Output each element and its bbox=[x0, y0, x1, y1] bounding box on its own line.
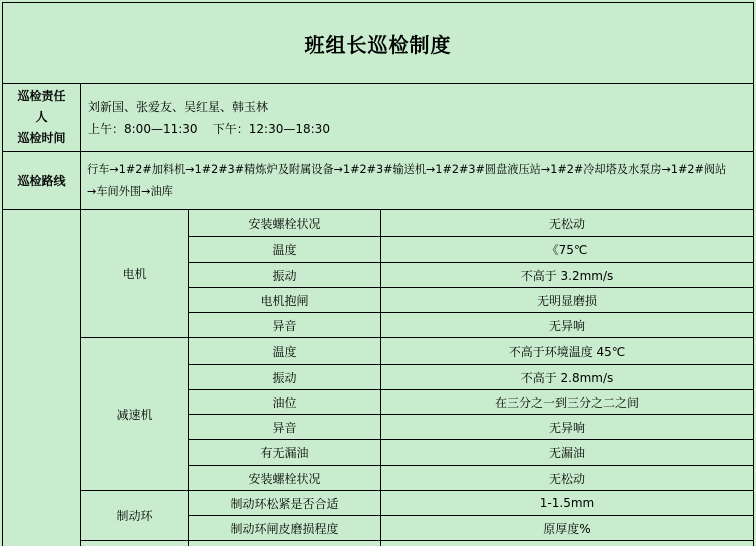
item-cell bbox=[189, 365, 381, 390]
group-label: 电机 bbox=[122, 267, 147, 281]
standard-value: 无异响 bbox=[548, 420, 585, 435]
standard-value: 在三分之一到三分之二之间 bbox=[494, 395, 639, 410]
route-info-cell bbox=[81, 152, 754, 210]
standard-cell bbox=[381, 516, 754, 541]
item-cell bbox=[189, 440, 381, 466]
item-label: 有无漏油 bbox=[260, 446, 309, 460]
item-label: 异音 bbox=[272, 420, 297, 435]
standard-value: 无漏油 bbox=[548, 446, 585, 460]
title-row bbox=[2, 2, 754, 84]
item-label: 温度 bbox=[272, 243, 297, 257]
standard-value: 《75℃ bbox=[546, 243, 588, 257]
group-reducer bbox=[81, 338, 189, 491]
route-label-cell bbox=[2, 152, 81, 210]
items-left-empty-cell bbox=[2, 210, 81, 546]
standard-cell bbox=[381, 313, 754, 338]
standard-cell bbox=[381, 288, 754, 313]
item-cell bbox=[189, 210, 381, 237]
standard-value: 不高于 3.2mm/s bbox=[520, 268, 614, 283]
item-cell bbox=[189, 516, 381, 541]
next-row-stub bbox=[81, 541, 189, 546]
item-label: 油位 bbox=[272, 395, 297, 410]
item-cell bbox=[189, 491, 381, 516]
standard-cell bbox=[381, 237, 754, 263]
item-label: 制动环松紧是否合适 bbox=[230, 496, 339, 511]
next-row-stub bbox=[381, 541, 754, 546]
responsible-people: 刘新国、张爱友、吴红星、韩玉林 bbox=[88, 99, 269, 114]
item-cell bbox=[189, 263, 381, 288]
standard-cell bbox=[381, 365, 754, 390]
item-cell bbox=[189, 415, 381, 440]
route-line1: 行车→1#2#加料机→1#2#3#精炼炉及附属设备→1#2#3#输送机→1#2#3#圆盘液压站→1#2#冷却塔及水泵房→1#2#阀站 bbox=[87, 162, 727, 176]
item-label: 温度 bbox=[272, 344, 297, 359]
standard-value: 无明显磨损 bbox=[536, 293, 597, 308]
item-cell bbox=[189, 237, 381, 263]
next-row-stub bbox=[189, 541, 381, 546]
responsibility-info-cell bbox=[81, 84, 754, 152]
item-label: 安装螺栓状况 bbox=[248, 471, 321, 486]
route-line2: →车间外围→油库 bbox=[87, 184, 173, 198]
page-title: 班组长巡检制度 bbox=[304, 32, 452, 57]
standard-value: 无异响 bbox=[548, 318, 585, 333]
responsibility-label-cell bbox=[2, 84, 81, 152]
inspection-time: 上午：8:00—11:30 下午：12:30—18:30 bbox=[88, 121, 330, 136]
standard-value: 无松动 bbox=[548, 216, 585, 231]
standard-cell bbox=[381, 491, 754, 516]
item-label: 振动 bbox=[272, 268, 297, 283]
standard-cell bbox=[381, 338, 754, 365]
item-cell bbox=[189, 466, 381, 491]
item-label: 电机抱闸 bbox=[260, 293, 309, 308]
group-motor bbox=[81, 210, 189, 338]
standard-value: 无松动 bbox=[548, 471, 585, 486]
standard-cell bbox=[381, 263, 754, 288]
standard-cell bbox=[381, 415, 754, 440]
group-label: 减速机 bbox=[116, 407, 153, 422]
item-cell bbox=[189, 338, 381, 365]
standard-cell bbox=[381, 440, 754, 466]
group-brake-ring bbox=[81, 491, 189, 541]
standard-cell bbox=[381, 390, 754, 415]
standard-value: 不高于 2.8mm/s bbox=[520, 370, 614, 385]
item-cell bbox=[189, 390, 381, 415]
item-label: 制动环闸皮磨损程度 bbox=[230, 521, 339, 536]
responsibility-label-line2: 人 bbox=[35, 110, 48, 124]
item-label: 异音 bbox=[272, 318, 297, 333]
time-label: 巡检时间 bbox=[17, 131, 66, 145]
item-label: 振动 bbox=[272, 370, 297, 385]
item-cell bbox=[189, 313, 381, 338]
group-label: 制动环 bbox=[116, 509, 153, 523]
standard-cell bbox=[381, 210, 754, 237]
item-cell bbox=[189, 288, 381, 313]
standard-value: 原厚度% bbox=[543, 521, 591, 536]
standard-value: 1-1.5mm bbox=[539, 496, 595, 510]
responsibility-label-line1: 巡检责任 bbox=[17, 89, 66, 103]
standard-cell bbox=[381, 466, 754, 491]
standard-value: 不高于环境温度 45℃ bbox=[508, 344, 626, 359]
route-label: 巡检路线 bbox=[17, 174, 66, 188]
item-label: 安装螺栓状况 bbox=[248, 216, 321, 231]
